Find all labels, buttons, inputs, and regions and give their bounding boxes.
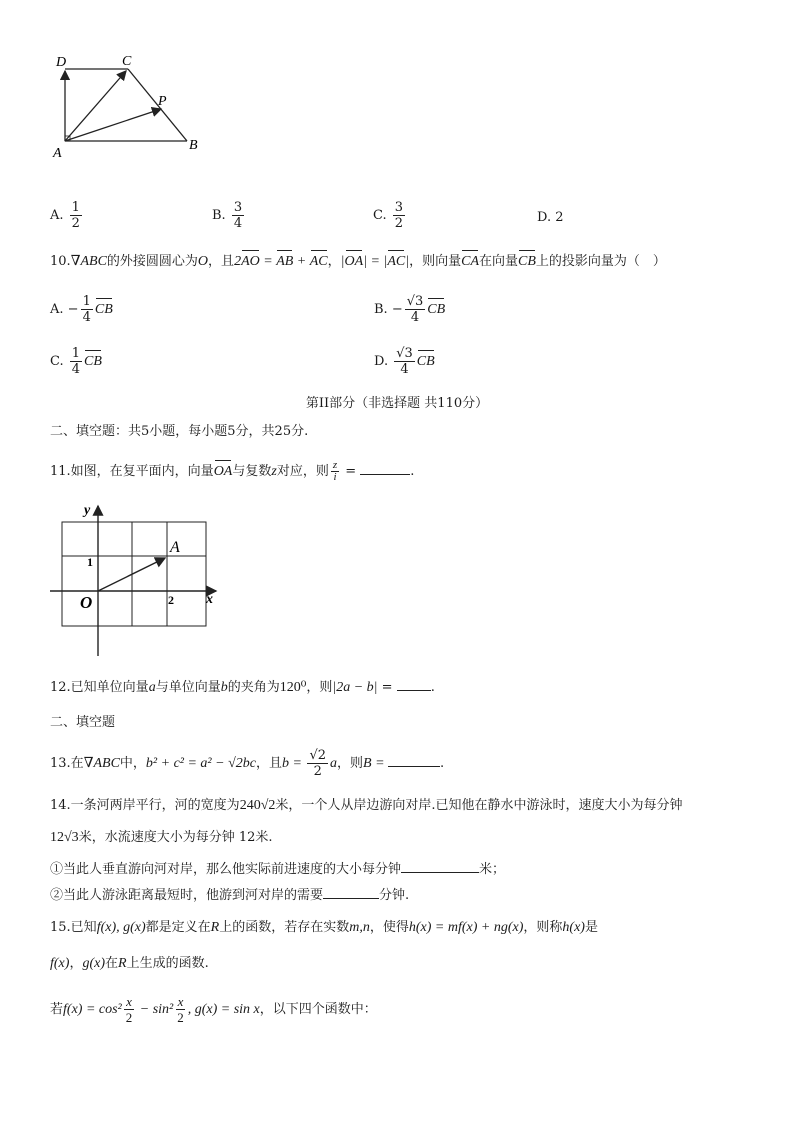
label-d: D: [56, 55, 67, 70]
section2b-heading: 二、填空题: [50, 715, 116, 730]
text: 的外接圆圆心为: [106, 254, 198, 269]
numerator: √3: [396, 346, 413, 361]
numerator: z: [332, 459, 338, 471]
axis-label-x: x: [206, 592, 213, 607]
text: ，: [69, 956, 83, 971]
text: 上的投影向量为（ ）: [535, 254, 666, 269]
text: 与单位向量: [155, 680, 221, 695]
text: ，且: [255, 756, 282, 771]
denominator: 4: [233, 216, 243, 231]
numerator: 1: [71, 346, 81, 361]
q9-option-b: [212, 200, 246, 231]
denominator: 4: [410, 310, 420, 325]
vector-oa: OA: [213, 464, 233, 479]
option-value: 2: [555, 210, 564, 225]
point-a-label: A: [170, 539, 180, 556]
q14-sub2: [50, 886, 409, 905]
equation: b² + c² = a² − √2bc: [145, 756, 256, 771]
text: 分钟.: [379, 888, 410, 903]
text: 在向量: [479, 254, 519, 269]
vector-cb: CB: [416, 354, 435, 369]
text: 12.已知单位向量: [50, 680, 149, 695]
text: 中，: [119, 756, 146, 771]
answer-blank[interactable]: [388, 754, 440, 767]
denominator: 2: [313, 764, 322, 779]
axis-label-y: y: [84, 503, 91, 518]
fraction: [393, 200, 405, 231]
text: 14.一条河两岸平行，河的宽度为: [50, 798, 240, 813]
numerator: 1: [82, 294, 91, 309]
g-definition: , g(x) = sin x: [187, 1002, 260, 1017]
plus: +: [293, 254, 310, 269]
option-label: D.: [537, 210, 552, 225]
vector-ac-abs: AC: [387, 254, 406, 269]
text: 与复数: [232, 464, 272, 479]
label-c: C: [122, 54, 132, 69]
f-definition: f(x) = cos²: [63, 1002, 122, 1017]
text: ，: [327, 254, 341, 269]
tick-label-2: 2: [168, 593, 174, 607]
text: ，则: [306, 680, 333, 695]
answer-blank[interactable]: [360, 462, 410, 475]
text: 上的函数，若存在实数: [219, 920, 350, 935]
option-label: C.: [50, 354, 64, 369]
numerator: 3: [233, 200, 243, 215]
function-f: f(x): [50, 956, 70, 971]
denominator: 2: [125, 1010, 133, 1025]
q9-option-d: [537, 209, 564, 227]
text: 在: [105, 956, 119, 971]
b-angle-equals: B =: [363, 756, 389, 771]
label-b: B: [189, 138, 198, 153]
q10-option-d: [374, 346, 435, 377]
q10-option-a: [50, 294, 113, 325]
vector-a: a: [148, 680, 156, 695]
q12-stem: [50, 678, 435, 697]
option-label: B.: [212, 208, 226, 223]
fraction: [70, 200, 82, 231]
river-width: 240√2: [239, 798, 276, 813]
origin-label: O: [80, 593, 93, 612]
q10-option-b: [374, 294, 445, 325]
fraction: [232, 200, 244, 231]
option-label: A.: [50, 302, 64, 317]
fraction: [81, 294, 93, 325]
text: 11.如图，在复平面内，向量: [50, 464, 214, 479]
q9-option-c: [373, 200, 407, 231]
denominator: 2: [177, 1010, 184, 1025]
q15-line3: [50, 994, 377, 1025]
vector-ao: AO: [241, 254, 260, 269]
coefficient: 2: [234, 254, 242, 269]
abs-expression: |2a − b|: [332, 680, 378, 695]
text: 的夹角为: [227, 680, 280, 695]
numerator: 3: [394, 200, 404, 215]
equals: =: [377, 680, 397, 695]
numerator: √3: [406, 294, 424, 309]
fraction-z-over-i: [331, 460, 339, 483]
text: 对应，则: [276, 464, 329, 479]
denominator: 4: [71, 362, 81, 377]
fraction-x-over-2: [175, 994, 186, 1025]
text: ，使得: [369, 920, 409, 935]
part2-title: 第II部分（非选择题 共110分）: [305, 396, 489, 411]
text: 米；: [479, 862, 506, 877]
variable-a: a: [330, 756, 337, 771]
sign: −: [391, 302, 403, 317]
fraction: [405, 294, 426, 325]
text: ，则向量: [409, 254, 462, 269]
variable-z: z: [271, 464, 277, 479]
label-p: P: [158, 94, 167, 109]
b-equals: b =: [281, 756, 306, 771]
numerator: 1: [71, 200, 80, 215]
vector-ca: CA: [461, 254, 479, 269]
figure-11-complex-plane: [48, 500, 228, 658]
text: ②当此人游泳距离最短时，他游到河对岸的需要: [50, 888, 324, 903]
point-o: O: [197, 254, 209, 269]
question-number: 10.: [50, 254, 71, 269]
q9-option-a: [50, 200, 84, 231]
fraction: [307, 748, 328, 779]
text: 若: [50, 1002, 64, 1017]
vector-cb: CB: [94, 302, 113, 317]
vector-oa: OA: [344, 254, 364, 269]
denominator: 4: [82, 310, 91, 325]
set-r: R: [118, 956, 127, 971]
q10-stem: [50, 253, 666, 271]
text: ①当此人垂直游向河对岸，那么他实际前进速度的大小每分钟: [50, 862, 402, 877]
label-a: A: [53, 146, 62, 161]
option-label: C.: [373, 208, 387, 223]
denominator: 2: [71, 216, 80, 231]
answer-blank[interactable]: [401, 860, 479, 873]
tick-label-1: 1: [87, 555, 93, 569]
function-g: g(x): [82, 956, 105, 971]
text: ，则: [337, 756, 364, 771]
equals: =: [341, 464, 361, 479]
q13-stem: [50, 748, 444, 779]
text: .: [410, 464, 415, 479]
denominator: 2: [394, 216, 404, 231]
vector-cb: CB: [518, 254, 536, 269]
q14-line1: [50, 797, 683, 815]
text: 是: [584, 920, 598, 935]
q14-line2: [50, 829, 273, 847]
q15-line2: [50, 955, 209, 973]
vector-cb: CB: [427, 302, 446, 317]
section2-heading: 二、填空题：共5小题，每小题5分，共25分.: [50, 424, 309, 439]
numerator: x: [126, 994, 132, 1009]
text: 13.在: [50, 756, 84, 771]
option-label: B.: [374, 302, 388, 317]
functions-f-g: f(x), g(x): [96, 920, 146, 935]
fraction: [70, 346, 82, 377]
denominator: 4: [400, 362, 409, 377]
text: 都是定义在: [145, 920, 211, 935]
text: 15.已知: [50, 920, 97, 935]
set-r: R: [210, 920, 220, 935]
text: ，则称: [523, 920, 563, 935]
text: ，且: [208, 254, 235, 269]
triangle-symbol: ∇ABC: [83, 756, 120, 771]
text: 米，一个人从岸边游向对岸.已知他在静水中游泳时，速度大小为每分钟: [275, 798, 683, 813]
minus-sin2: − sin²: [136, 1002, 174, 1017]
vector-ab: AB: [276, 254, 294, 269]
text: 上生成的函数.: [126, 956, 209, 971]
function-h-ref: h(x): [562, 920, 585, 935]
numerator: x: [177, 994, 184, 1009]
fraction: [394, 346, 415, 377]
answer-blank[interactable]: [397, 678, 431, 691]
fraction-x-over-2: [124, 994, 135, 1025]
text: .: [440, 756, 445, 771]
denominator: i: [333, 471, 337, 483]
option-label: A.: [50, 208, 64, 223]
answer-blank[interactable]: [323, 886, 379, 899]
abs-oa: |OA| = |AC|: [340, 254, 410, 269]
q14-sub1: [50, 860, 505, 879]
figure-9-diagram: [40, 45, 220, 165]
text: ，以下四个函数中：: [259, 1002, 377, 1017]
expression: 2a − b: [336, 680, 374, 695]
reals-m-n: m,n: [349, 920, 370, 935]
text: .: [430, 680, 435, 695]
text: 米，水流速度大小为每分钟 12米.: [78, 830, 273, 845]
q11-stem: [50, 460, 414, 483]
function-h: h(x) = mf(x) + ng(x): [408, 920, 524, 935]
swim-speed: 12√3: [50, 830, 79, 845]
vector-b: b: [220, 680, 228, 695]
q15-line1: [50, 919, 598, 937]
option-label: D.: [374, 354, 389, 369]
q10-option-c: [50, 346, 102, 377]
angle-value: 120⁰: [279, 680, 307, 695]
vector-ac: AC: [309, 254, 328, 269]
sign: −: [67, 302, 79, 317]
vector-cb: CB: [84, 354, 102, 369]
equals: =: [259, 254, 277, 269]
triangle-symbol: ∇ABC: [70, 254, 107, 269]
numerator: √2: [309, 748, 326, 763]
